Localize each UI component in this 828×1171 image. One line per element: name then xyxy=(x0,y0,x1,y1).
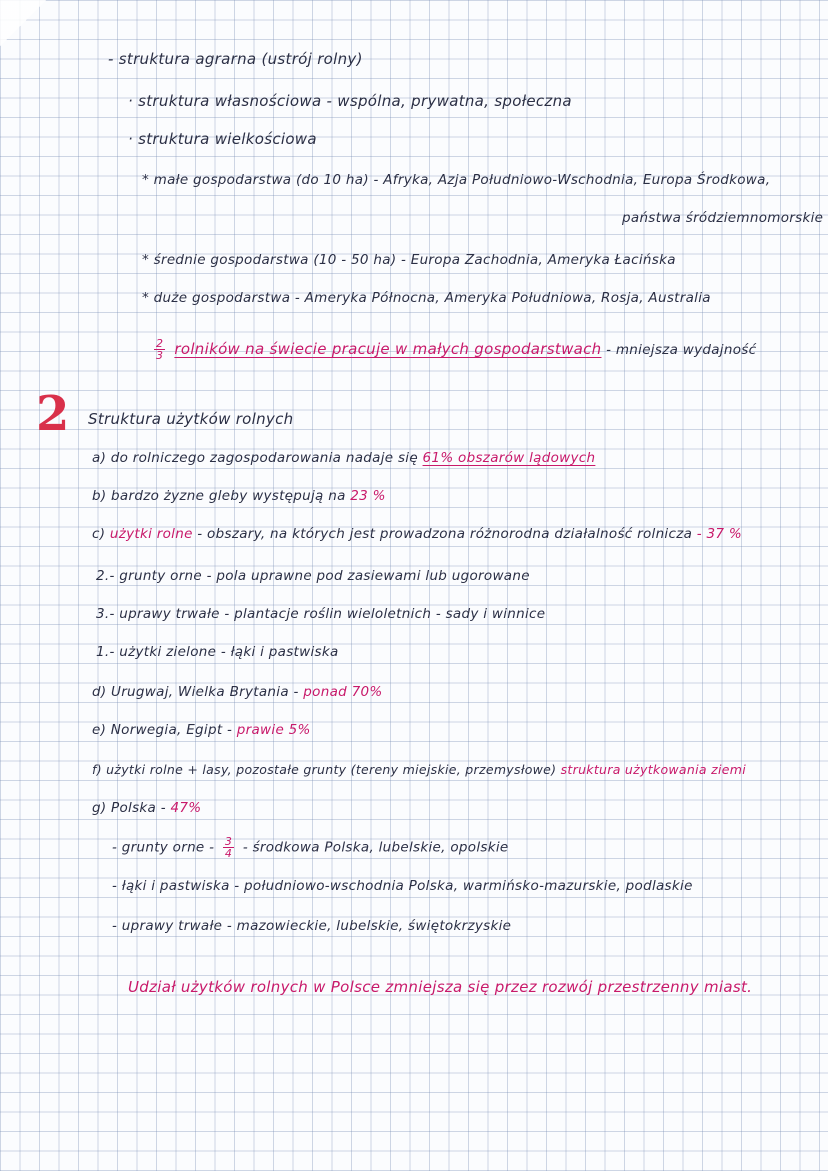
item-g-text: g) Polska - xyxy=(92,800,171,816)
item-f-text: f) użytki rolne + lasy, pozostałe grunty (tereny miejskie, przemysłowe) xyxy=(92,762,561,777)
farmers-note xyxy=(150,338,756,361)
item-e xyxy=(92,722,311,738)
poland-permanent-crops-line: - uprawy trwałe - mazowieckie, lubelskie, świętokrzyskie xyxy=(112,918,512,934)
item-c-text: - obszary, na których jest prowadzona różnorodna działalność rolnicza xyxy=(192,526,697,542)
item-g-highlight: 47% xyxy=(170,800,202,816)
section-number: 2 xyxy=(36,386,70,442)
farmers-note-tail: - mniejsza wydajność xyxy=(601,342,757,358)
ownership-structure-line: · struktura własnościowa - wspólna, prywatna, społeczna xyxy=(128,92,572,110)
item-a-highlight: 61% obszarów lądowych xyxy=(422,450,596,466)
item-b-highlight: 23 % xyxy=(350,488,386,504)
item-c-label: użytki rolne xyxy=(109,526,193,542)
large-farms-line: * duże gospodarstwa - Ameryka Północna, Ameryka Południowa, Rosja, Australia xyxy=(142,290,711,306)
fraction-denominator: 3 xyxy=(156,349,164,362)
item-d xyxy=(92,684,383,700)
item-a-text: a) do rolniczego zagospodarowania nadaje się xyxy=(92,450,423,466)
grassland-line: 1.- użytki zielone - łąki i pastwiska xyxy=(96,644,339,660)
small-farms-continuation: państwa śródziemnomorskie xyxy=(622,210,824,226)
item-d-highlight: ponad 70% xyxy=(303,684,383,700)
two-thirds-fraction xyxy=(154,338,165,361)
fraction-numerator: 3 xyxy=(224,835,233,848)
fraction-numerator: 2 xyxy=(156,337,164,350)
section2-title: Struktura użytków rolnych xyxy=(88,410,294,428)
poland-grassland-line: - łąki i pastwiska - południowo-wschodnia Polska, warmińsko-mazurskie, podlaskie xyxy=(112,878,693,894)
medium-farms-line: * średnie gospodarstwa (10 - 50 ha) - Europa Zachodnia, Ameryka Łacińska xyxy=(142,252,676,268)
item-c xyxy=(92,526,742,542)
poland-arable-regions: - środkowa Polska, lubelskie, opolskie xyxy=(242,839,509,856)
item-b-text: b) bardzo żyzne gleby występują na xyxy=(92,488,351,504)
fraction-denominator: 4 xyxy=(224,847,233,860)
small-farms-line: * małe gospodarstwa (do 10 ha) - Afryka, Azja Południowo-Wschodnia, Europa Środkowa, xyxy=(142,172,771,188)
permanent-crops-line: 3.- uprawy trwałe - plantacje roślin wieloletnich - sady i winnice xyxy=(96,606,546,622)
item-d-text: d) Urugwaj, Wielka Brytania - xyxy=(92,684,304,700)
poland-arable-line xyxy=(112,836,509,859)
item-c-prefix: c) xyxy=(92,526,110,542)
item-g xyxy=(92,800,201,816)
agrarian-structure-heading: - struktura agrarna (ustrój rolny) xyxy=(108,50,363,68)
item-f xyxy=(92,762,746,777)
page-corner xyxy=(0,0,46,46)
farmers-note-highlight: rolników na świecie pracuje w małych gospodarstwach xyxy=(174,340,602,358)
poland-arable-label: - grunty orne - xyxy=(112,839,215,856)
three-quarters-fraction xyxy=(223,836,234,859)
arable-land-line: 2.- grunty orne - pola uprawne pod zasiewami lub ugorowane xyxy=(96,568,530,584)
item-e-text: e) Norwegia, Egipt - xyxy=(92,722,237,738)
item-c-highlight: - 37 % xyxy=(696,526,743,542)
item-a xyxy=(92,450,595,466)
item-f-highlight: struktura użytkowania ziemi xyxy=(560,762,746,777)
item-e-highlight: prawie 5% xyxy=(236,722,311,738)
closing-statement: Udział użytków rolnych w Polsce zmniejsza się przez rozwój przestrzenny miast. xyxy=(128,978,753,996)
item-b xyxy=(92,488,386,504)
size-structure-line: · struktura wielkościowa xyxy=(128,130,317,148)
